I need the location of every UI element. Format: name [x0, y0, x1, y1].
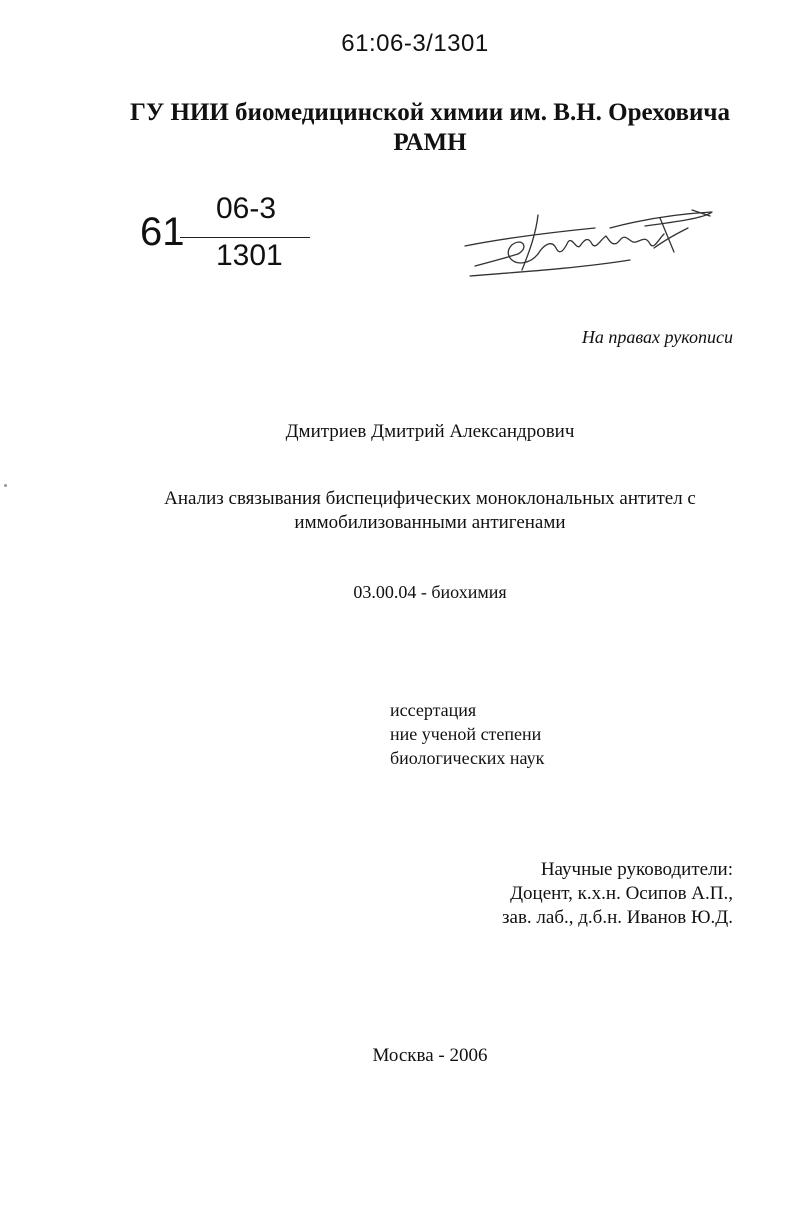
author-name: Дмитриев Дмитрий Александрович [285, 421, 575, 442]
handwritten-signature [460, 188, 730, 288]
stamp-prefix: 61 [140, 210, 185, 254]
dissertation-type-line-3: биологических наук [390, 748, 545, 768]
title-line-1: Анализ связывания биспецифических моноклональных антител с [164, 488, 696, 509]
catalog-number: 61:06-3/1301 [341, 30, 489, 57]
dissertation-title [0, 487, 795, 535]
dissertation-type-line-2: ние ученой степени [390, 724, 542, 744]
stamp-fraction-line [180, 237, 310, 238]
manuscript-note: На правах рукописи [581, 327, 733, 347]
scan-speck [4, 484, 7, 487]
institution-academy: РАМН [393, 129, 467, 156]
title-line-2: иммобилизованными антигенами [294, 512, 566, 533]
city-year: Москва - 2006 [372, 1045, 488, 1066]
stamp-numerator: 06-3 [216, 192, 277, 225]
specialty-code: 03.00.04 - биохимия [353, 582, 507, 602]
institution-name: ГУ НИИ биомедицинской химии им. В.Н. Ореховича [129, 99, 731, 126]
dissertation-type-line-1: иссертация [390, 700, 477, 720]
supervisors-block [502, 858, 733, 930]
supervisors-heading: Научные руководители: [540, 859, 733, 880]
stamp-denominator: 1301 [216, 239, 283, 272]
supervisor-second: зав. лаб., д.б.н. Иванов Ю.Д. [502, 907, 733, 928]
supervisor-first: Доцент, к.х.н. Осипов А.П., [510, 883, 733, 904]
